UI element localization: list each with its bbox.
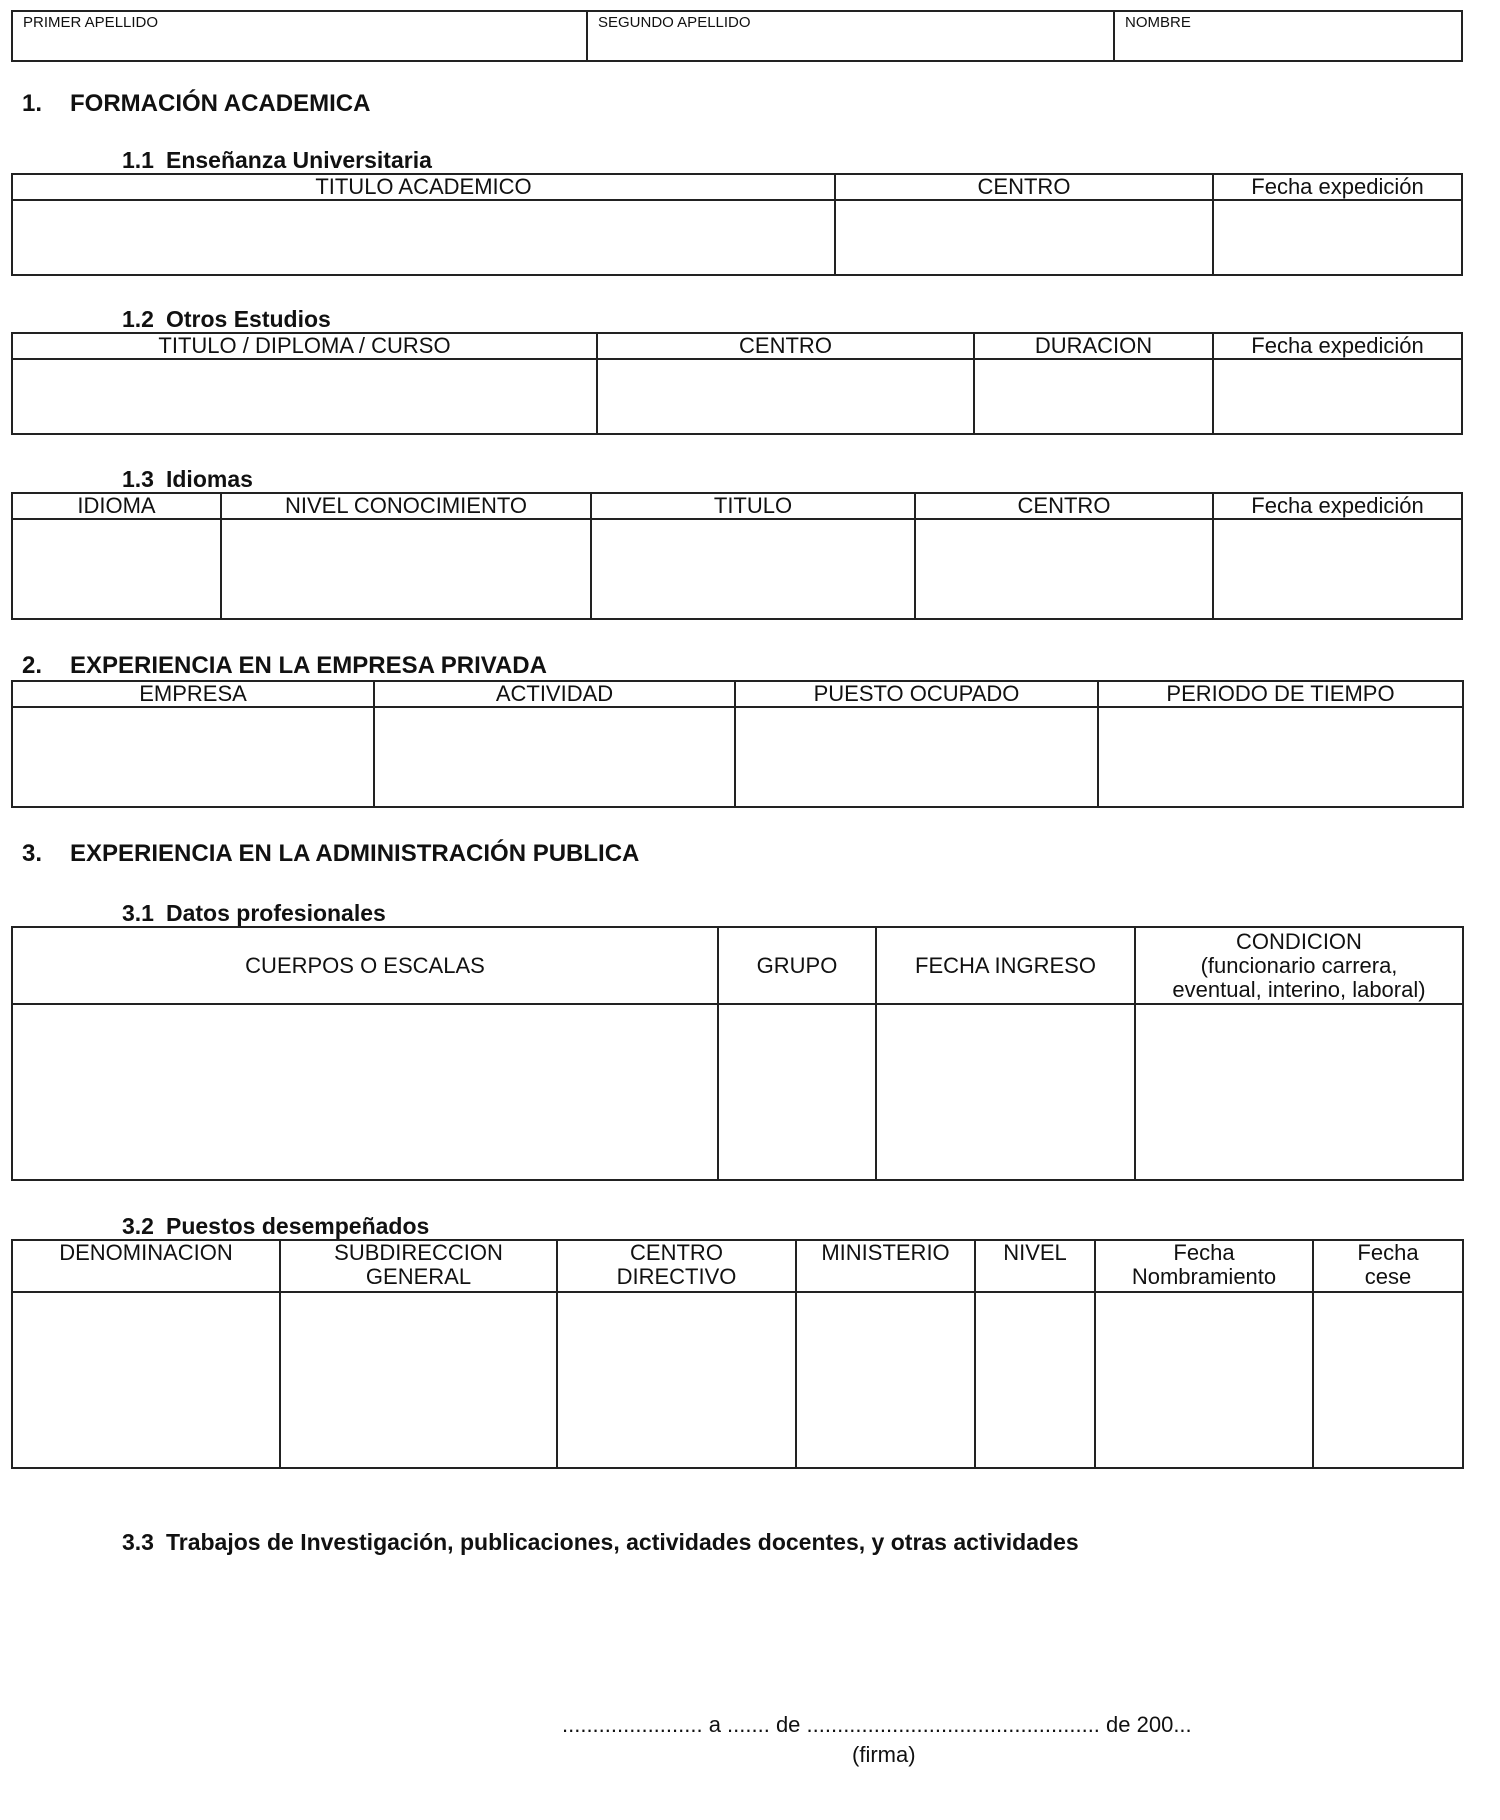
column-header: PUESTO OCUPADO [735, 681, 1098, 707]
header-line: CENTRO [630, 1240, 723, 1265]
titulo-diploma-curso-cell[interactable] [12, 359, 597, 434]
centro-cell[interactable] [597, 359, 974, 434]
header-line: Nombramiento [1131, 1264, 1277, 1289]
segundo-apellido-label: SEGUNDO APELLIDO [598, 14, 751, 31]
column-header: EMPRESA [12, 681, 374, 707]
header-line: cese [1364, 1264, 1412, 1289]
column-header: ACTIVIDAD [374, 681, 735, 707]
fecha-expedicion-cell[interactable] [1213, 519, 1462, 619]
nivel-cell[interactable] [975, 1292, 1095, 1468]
column-header: NIVEL CONOCIMIENTO [221, 493, 591, 519]
ministerio-cell[interactable] [796, 1292, 975, 1468]
section-1-title [22, 90, 370, 118]
signature-caption: (firma) [852, 1742, 916, 1767]
header-line: GENERAL [365, 1264, 472, 1289]
column-header: TITULO ACADEMICO [12, 174, 835, 200]
condicion-header-line: (funcionario carrera, [1200, 952, 1398, 978]
section-1-number: 1. [22, 90, 43, 117]
subsection-3-2-title-text: Puestos desempeñados [165, 1213, 430, 1239]
signature-line: ....................... a ....... de ................................................ de 200... [562, 1712, 1192, 1737]
subsection-1-3-title [122, 466, 253, 492]
fecha-cese-column-header [1313, 1240, 1463, 1292]
column-header: IDIOMA [12, 493, 221, 519]
grupo-cell[interactable] [718, 1004, 876, 1180]
column-header: FECHA INGRESO [876, 927, 1135, 1004]
centro-directivo-column-header [557, 1240, 796, 1292]
condicion-header-line: eventual, interino, laboral) [1172, 976, 1426, 1002]
ensenanza-universitaria-table [11, 173, 1463, 276]
subsection-1-2-title-text: Otros Estudios [165, 306, 331, 332]
condicion-column-header [1135, 927, 1463, 1004]
subsection-1-3-number: 1.3 [122, 466, 154, 492]
empresa-privada-table [11, 680, 1464, 808]
subsection-1-2-number: 1.2 [122, 306, 154, 332]
section-2-title-text: EXPERIENCIA EN LA EMPRESA PRIVADA [70, 652, 547, 679]
titulo-cell[interactable] [591, 519, 915, 619]
section-1-title-text: FORMACIÓN ACADEMICA [70, 90, 371, 117]
column-header: CENTRO [835, 174, 1213, 200]
header-line: SUBDIRECCION [334, 1240, 503, 1265]
subsection-1-3-title-text: Idiomas [165, 466, 253, 492]
subsection-1-2-title [122, 306, 331, 332]
column-header: DENOMINACION [12, 1240, 280, 1292]
primer-apellido-label: PRIMER APELLIDO [23, 14, 159, 31]
cuerpos-o-escalas-cell[interactable] [12, 1004, 718, 1180]
header-line: Fecha [1357, 1240, 1419, 1265]
subsection-3-2-number: 3.2 [122, 1213, 154, 1239]
nombre-field[interactable] [1114, 11, 1462, 61]
section-2-number: 2. [22, 652, 43, 679]
column-header: Fecha expedición [1213, 493, 1462, 519]
column-header: CENTRO [597, 333, 974, 359]
nombre-label: NOMBRE [1125, 14, 1191, 31]
subdireccion-general-column-header [280, 1240, 557, 1292]
subsection-1-1-number: 1.1 [122, 147, 154, 173]
header-line: DIRECTIVO [616, 1264, 737, 1289]
section-3-title-text: EXPERIENCIA EN LA ADMINISTRACIÓN PUBLICA [70, 840, 640, 867]
puesto-ocupado-cell[interactable] [735, 707, 1098, 807]
column-header: Fecha expedición [1213, 174, 1462, 200]
idiomas-table [11, 492, 1463, 620]
centro-directivo-cell[interactable] [557, 1292, 796, 1468]
column-header: PERIODO DE TIEMPO [1098, 681, 1463, 707]
section-3-number: 3. [22, 840, 43, 867]
subdireccion-general-cell[interactable] [280, 1292, 557, 1468]
actividad-cell[interactable] [374, 707, 735, 807]
name-fields-table [11, 10, 1463, 62]
fecha-expedicion-cell[interactable] [1213, 200, 1462, 275]
column-header: TITULO / DIPLOMA / CURSO [12, 333, 597, 359]
subsection-3-3-title [122, 1529, 1079, 1555]
subsection-3-2-title [122, 1213, 429, 1239]
fecha-nombramiento-cell[interactable] [1095, 1292, 1313, 1468]
fecha-ingreso-cell[interactable] [876, 1004, 1135, 1180]
periodo-de-tiempo-cell[interactable] [1098, 707, 1463, 807]
datos-profesionales-table [11, 926, 1464, 1181]
primer-apellido-field[interactable] [12, 11, 587, 61]
centro-cell[interactable] [835, 200, 1213, 275]
subsection-1-1-title [122, 147, 432, 173]
section-2-title [22, 652, 547, 680]
column-header: CENTRO [915, 493, 1213, 519]
subsection-3-1-title-text: Datos profesionales [165, 900, 386, 926]
fecha-expedicion-cell[interactable] [1213, 359, 1462, 434]
column-header: MINISTERIO [796, 1240, 975, 1292]
column-header: Fecha expedición [1213, 333, 1462, 359]
otros-estudios-table [11, 332, 1463, 435]
column-header: CUERPOS O ESCALAS [12, 927, 718, 1004]
idioma-cell[interactable] [12, 519, 221, 619]
column-header: GRUPO [718, 927, 876, 1004]
subsection-1-1-title-text: Enseñanza Universitaria [165, 147, 432, 173]
duracion-cell[interactable] [974, 359, 1213, 434]
section-3-title [22, 840, 639, 868]
condicion-cell[interactable] [1135, 1004, 1463, 1180]
subsection-3-1-number: 3.1 [122, 900, 154, 926]
condicion-header-line: CONDICION [1236, 928, 1362, 954]
denominacion-cell[interactable] [12, 1292, 280, 1468]
fecha-cese-cell[interactable] [1313, 1292, 1463, 1468]
titulo-academico-cell[interactable] [12, 200, 835, 275]
empresa-cell[interactable] [12, 707, 374, 807]
puestos-desempenados-table [11, 1239, 1464, 1469]
subsection-3-1-title [122, 900, 386, 926]
header-line: Fecha [1173, 1240, 1235, 1265]
fecha-nombramiento-column-header [1095, 1240, 1313, 1292]
centro-cell[interactable] [915, 519, 1213, 619]
nivel-conocimiento-cell[interactable] [221, 519, 591, 619]
column-header: DURACION [974, 333, 1213, 359]
segundo-apellido-field[interactable] [587, 11, 1114, 61]
subsection-3-3-number: 3.3 [122, 1529, 154, 1555]
column-header: TITULO [591, 493, 915, 519]
subsection-3-3-title-text: Trabajos de Investigación, publicaciones, actividades docentes, y otras actividades [165, 1529, 1079, 1555]
column-header: NIVEL [975, 1240, 1095, 1292]
